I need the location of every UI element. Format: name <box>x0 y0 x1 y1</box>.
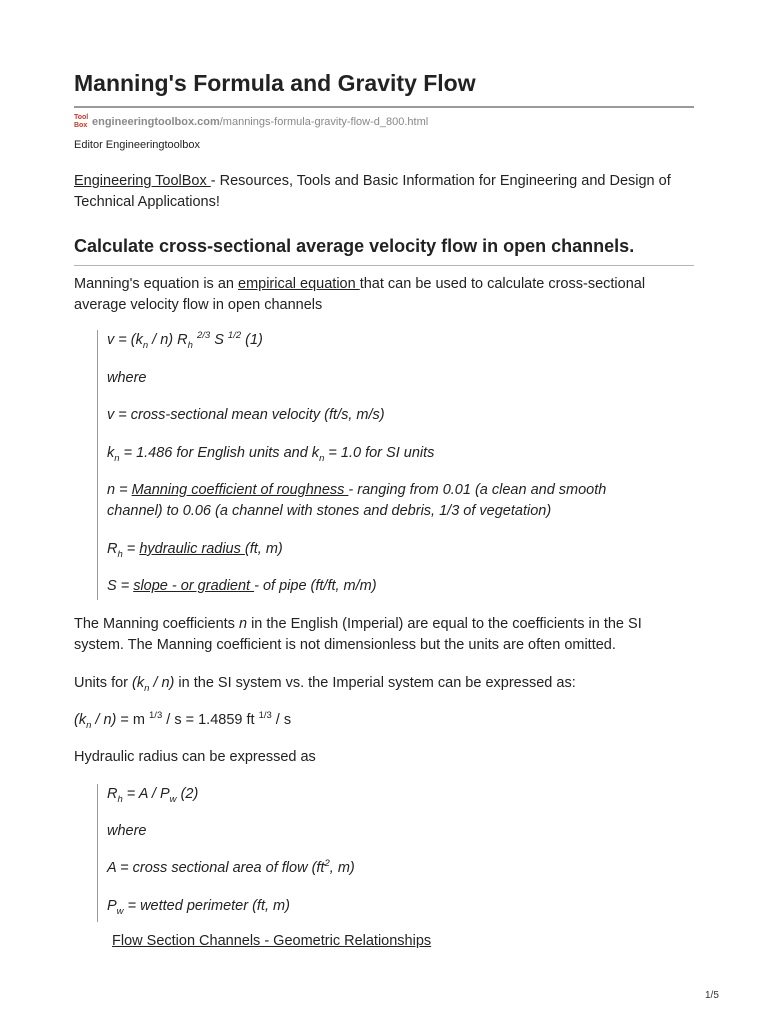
hydraulic-radius-link[interactable]: hydraulic radius <box>139 541 245 557</box>
page-title: Manning's Formula and Gravity Flow <box>74 70 476 96</box>
manning-paragraph: Manning's equation is an empirical equation that can be used to calculate cross-sectional average velocity flow in open channels <box>74 276 646 313</box>
where-label-2: where <box>107 823 147 839</box>
equation-2-block <box>97 784 667 922</box>
definition-kn: $k_n = 1.486$ for English units and $k_n = 1.0$ for SI units <box>107 445 435 464</box>
equation-1-block <box>97 330 667 600</box>
definition-rh: $R_h$ = hydraulic radius (ft, m) <box>107 541 283 560</box>
editor-line: Editor Engineeringtoolbox <box>74 139 200 151</box>
intro-paragraph: Engineering ToolBox - Resources, Tools and Basic Information for Engineering and Design of Technical Applications! <box>74 173 671 210</box>
manning-coefficient-link[interactable]: Manning coefficient of roughness <box>131 482 349 498</box>
definition-a: A = cross sectional area of flow ($ft^2$, m) <box>107 858 355 876</box>
flow-section-channels-link[interactable]: Flow Section Channels - Geometric Relationships <box>112 933 432 949</box>
empirical-equation-link[interactable]: empirical equation <box>238 276 360 292</box>
section-heading: Calculate cross-sectional average velocity flow in open channels. <box>74 236 635 256</box>
where-label-1: where <box>107 370 147 386</box>
equation-1: $v = (k_n / n)$ $R_h$ $^{2/3}$ S $^{1/2}$ (1) <box>107 330 263 351</box>
source-path: /mannings-formula-gravity-flow-d_800.html <box>219 115 429 128</box>
section-divider <box>74 265 694 266</box>
coefficients-paragraph: The Manning coefficients n in the English (Imperial) are equal to the coefficients in the SI system. The Manning coefficient is not dimensionless but the units are often omitted. <box>74 616 642 653</box>
units-paragraph: Units for $(k_n / n)$ in the SI system vs. the Imperial system can be expressed as: <box>74 675 576 694</box>
definition-n: n = Manning coefficient of roughness - ranging from 0.01 (a clean and smooth channel) to 0.06 (a channel with stones and debris, 1/3 of vegetation) <box>107 482 607 519</box>
source-domain-link[interactable]: engineeringtoolbox.com <box>92 115 220 128</box>
definition-s: S = slope - or gradient - of pipe (ft/ft, m/m) <box>107 578 377 594</box>
units-equation: $(k_n / n) = m$ $^{1/3}$ / s = 1.4859 ft $^{1/3}$ / s <box>74 710 292 731</box>
toolbox-logo-icon: Tool Box <box>74 114 89 129</box>
engineering-toolbox-link[interactable]: Engineering ToolBox <box>74 173 211 189</box>
title-divider <box>74 106 694 108</box>
source-line <box>74 114 428 130</box>
slope-gradient-link[interactable]: slope - or gradient <box>133 578 255 594</box>
page-number: 1/5 <box>705 990 719 1001</box>
definition-v: v = cross-sectional mean velocity (ft/s, m/s) <box>107 407 385 423</box>
equation-2: $R_h = A / P_w$ (2) <box>107 786 199 805</box>
definition-pw: $P_w$ = wetted perimeter (ft, m) <box>107 898 290 917</box>
hydraulic-radius-paragraph: Hydraulic radius can be expressed as <box>74 749 316 765</box>
